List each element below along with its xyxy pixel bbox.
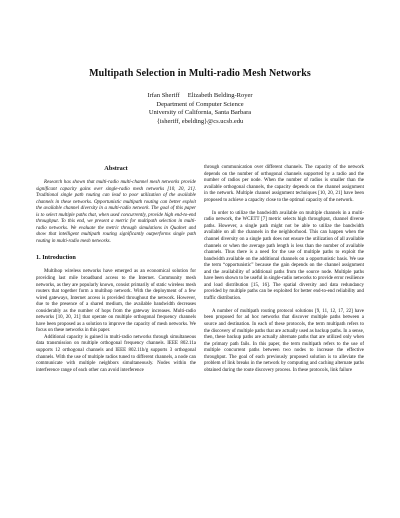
paper-title: Multipath Selection in Multi-radio Mesh Networks [89, 68, 311, 79]
right-paragraph-1: through communication over different channels. The capacity of the network depends on the number of orthogonal channels supported by a radio and the number of radios per node. When the number of radios is smaller than the available orthogonal channels, the capacity depends on the channel assignment in the network. Multiple channel assignment techniques [10, 20, 21] have been proposed to achieve a capacity close to the optimal capacity of the network. [204, 165, 364, 203]
author-block [0, 92, 400, 126]
right-column [204, 165, 364, 374]
abstract-heading: Abstract [104, 165, 128, 172]
intro-paragraph-1: Multihop wireless networks have emerged as an economical solution for providing last mile broadband access to the Internet. Community mesh networks, as they are popularly known, consist primarily of static wireless mesh routers that together form a multihop network. With the deployment of a few wired gateways, Internet access is provided throughout the network. However, due to the presence of a shared medium, the available bandwidth decreases considerably as the number of hops from the gateway increases. Multi-radio networks [10, 20, 21] that operate on multiple orthogonal frequency channels have been proposed as a solution to improve the capacity of mesh networks. We focus on these networks in this paper. [36, 269, 196, 334]
right-paragraph-2: In order to utilize the bandwidth available on multiple channels in a multi-radio network, the WCETT [7] metric selects high throughput, channel diverse paths. However, a single path might not be able to utilize the bandwidth available on all the channels in the neighborhood. This can happen when the channel diversity on a single path does not ensure the utilization of all available channels or when the average path length is less than the number of available channels. Thus there is a need for the use of multiple paths to exploit the bandwidth available on the additional channels on a opportunistic basis. We use the term “opportunistic” because the gain depends on the channel assignment and the availability of additional paths from the source node. Multiple paths have been shown to be useful in single-radio networks to provide error resilience and load distribution [15, 16]. The spatial diversity and data redundancy provided by multiple paths can be exploited for better end-to-end reliability and traffic distribution. [204, 210, 364, 301]
abstract-text: Research has shown that multi-radio multi-channel mesh networks provide significant capacity gains over single-radio mesh networks [10, 20, 21]. Traditional single path routing can lead to poor utilization of the available channels in these networks. Opportunistic multipath routing can better exploit the available channel diversity in a multi-radio network. The goal of this paper is to select multiple paths that, when used concurrently, provide high end-to-end throughput. To this end, we present a metric for multipath selection in multi-radio networks. We evaluate the metric through simulations in Qualnet and show that intelligent multipath routing significantly outperforms single path routing in multi-radio mesh networks. [36, 180, 196, 244]
university: University of California, Santa Barbara [148, 109, 252, 117]
intro-paragraph-2: Additional capacity is gained in multi-radio networks through simultaneous data transmission on multiple orthogonal frequency channels. IEEE 802.11a supports 12 orthogonal channels and IEEE 802.11b/g supports 3 orthogonal channels. With the use of multiple radios tuned to different channels, a node can communicate with multiple neighbors simultaneously. Nodes within the interference range of each other can avoid interference [36, 334, 196, 373]
left-column [36, 165, 196, 374]
department: Department of Computer Science [156, 100, 244, 108]
author-emails: {isheriff, ebelding}@cs.ucsb.edu [156, 117, 244, 125]
author-names: Irfan Sheriff Elizabeth Belding-Royer [147, 92, 253, 99]
section-heading-introduction: 1. Introduction [36, 254, 76, 262]
right-paragraph-3: A number of multipath routing protocol solutions [9, 11, 12, 17, 22] have been proposed for ad hoc networks that discover multiple paths between a source and destination. In each of these protocols, the term multipath refers to the discovery of multiple paths that are actually used as backup paths. In a sense, then, these backup paths are actually alternate paths that are utilized only when the primary path fails. In this paper, the term multipath refers to the use of multiple concurrent paths between two nodes to increase the effective throughput. The goal of each previously proposed solution is to alleviate the problem of link breaks in the network by computing and caching alternate paths obtained during the route discovery process. In these protocols, link failure [204, 308, 364, 373]
